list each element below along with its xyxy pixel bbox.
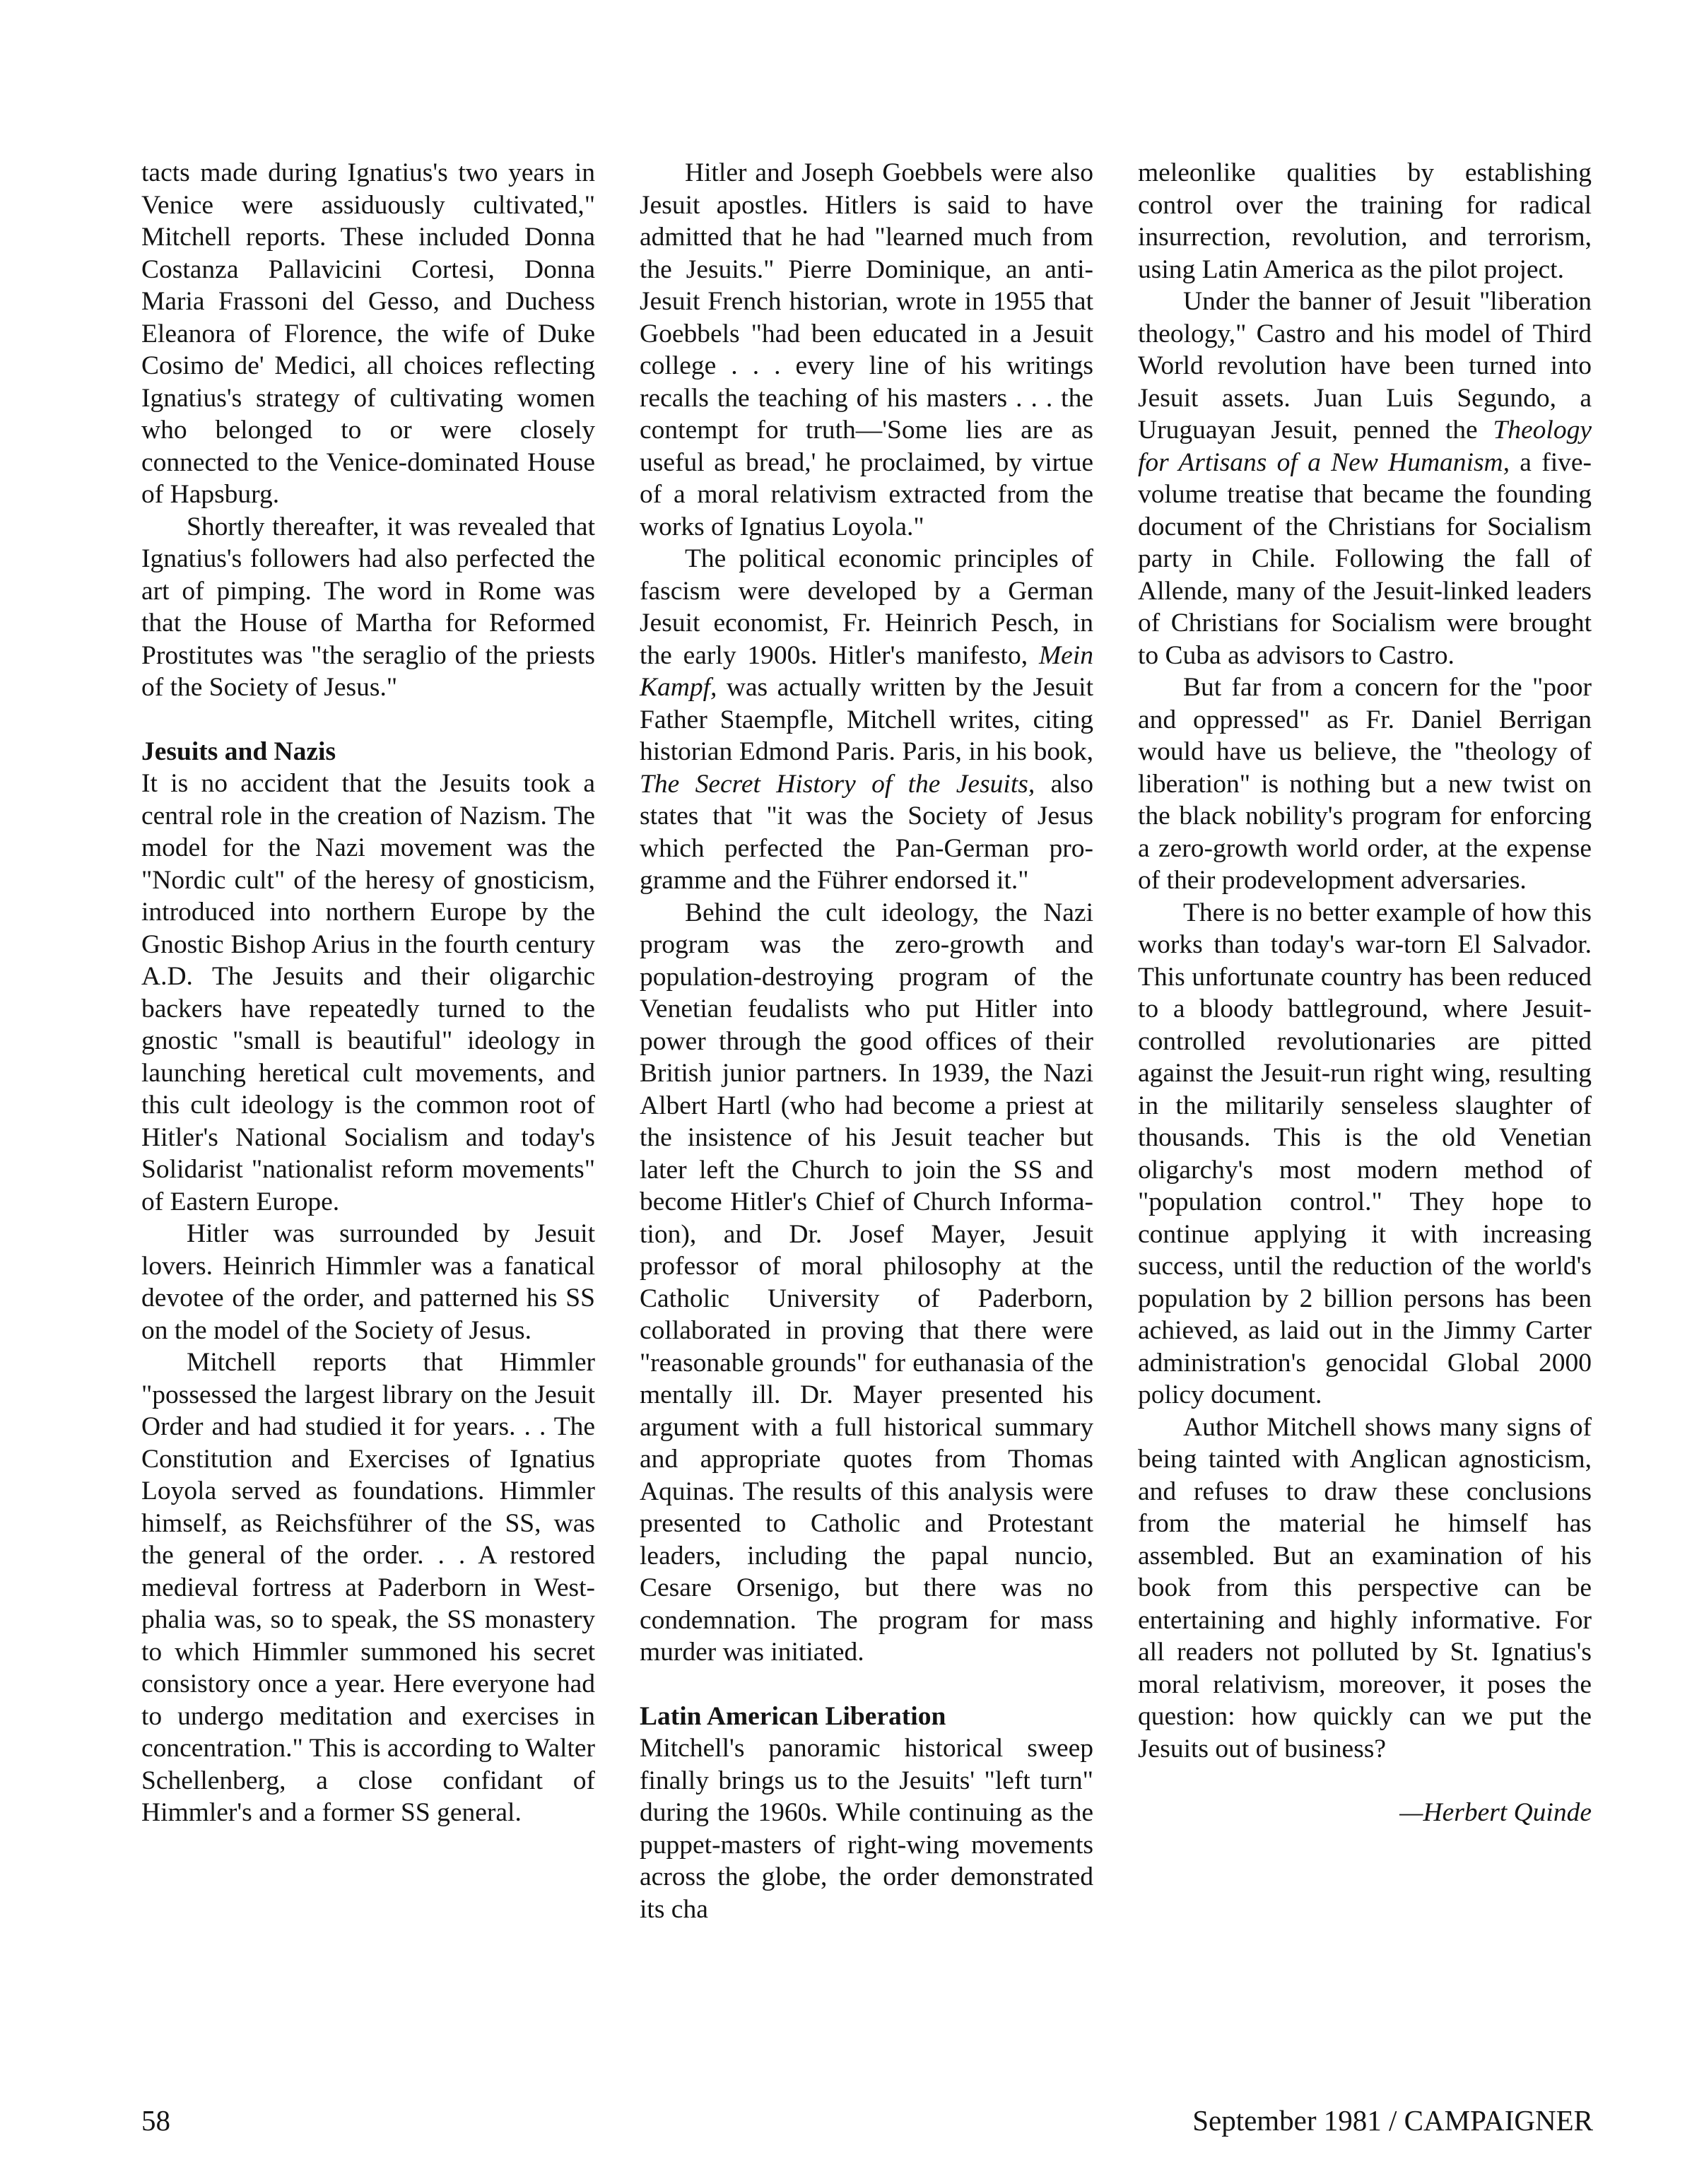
paragraph: It is no accident that the Jesuits took a central role in the creation of Nazism. The model for the Nazi movement was the "Nordic cult" of the heresy of gnosticism, introduced into northern Europe by the Gnostic Bishop Arius in the fourth century A.D. The Jesuits and their oligarchic backers have repeatedly turned to the gnostic "small is beautiful" ideology in launching heretical cult movements, and this cult ideology is the common root of Hitler's National Socialism and today's Solidarist "nationalist reform movements" of Eastern Europe. (141, 769, 595, 1216)
text-run: also states that "it was the Society of Jesus which perfected the Pan-German programme and the Führer endorsed it." (640, 769, 1093, 895)
paragraph: tacts made during Ignatius's two years in Venice were assiduously cultivated," Mitchell reports. These included Donna Costanza Pallavicini Cortesi, Donna Maria Frassoni del Gesso, and Duchess Eleanora of Florence, the wife of Duke Cosimo de' Medici, all choices reflecting Ignatius's strategy of cultivating women who belonged to or were closely connected to the Venice-dominated House of Hapsburg. (141, 158, 595, 509)
section-spacer (141, 704, 595, 736)
issue-footer: September 1981 / CAMPAIGNER (1192, 2104, 1593, 2137)
paragraph: meleonlike qualities by establishing control over the training for radical insurrection, revolution, and terrorism, using Latin America as the pilot project. (1138, 158, 1592, 284)
paragraph: But far from a concern for the "poor and oppressed" as Fr. Daniel Berrigan would have us believe, the "theology of liberation" is nothing but a new twist on the black nobility's program for enforcing a zero-growth world order, at the expense of their prodevelopment adversaries. (1138, 673, 1592, 895)
column-3 (1138, 157, 1592, 1829)
book-title: Theology for Artisans of a New Humanism, (1138, 416, 1592, 477)
paragraph: Hitler and Joseph Goebbels were also Jesuit apostles. Hitlers is said to have admitted that he had "learned much from the Jesuits." Pierre Dominique, an anti-Jesuit French historian, wrote in 1955 that Goebbels "had been educated in a Jesuit college . . . every line of his writings recalls the teaching of his masters . . . the contempt for truth—'Some lies are as useful as bread,' he proclaimed, by virtue of a moral relativism extracted from the works of Ignatius Loyola." (640, 158, 1093, 541)
book-title: Mein Kampf, (640, 640, 1093, 702)
section-heading: Latin American Liberation (640, 1701, 946, 1731)
text-run: was actually written by the Jesuit Father Staempfle, Mitchell writes, citing historian Edmond Paris. Paris, in his book, (640, 673, 1093, 766)
section-spacer (640, 1669, 1093, 1701)
book-title: The Secret History of the Jesuits, (640, 769, 1035, 799)
paragraph: Mitchell's panoramic historical sweep finally brings us to the Jesuits' "left turn" during the 1960s. While continuing as the puppet-masters of right-wing movements across the globe, the order demonstrated its cha (640, 1734, 1093, 1924)
paragraph (1138, 286, 1592, 671)
text-run: a five-volume treatise that became the founding document of the Christians for Socialism party in Chile. Following the fall of Allende, many of the Jesuit-linked leaders of Christians for Socialism were brought to Cuba as advisors to Castro. (1138, 447, 1592, 670)
text-run: Under the banner of Jesuit "liberation theology," Castro and his model of Third World revolution have been turned into Jesuit assets. Juan Luis Segundo, a Uruguayan Jesuit, penned the (1138, 287, 1592, 445)
text-run: The political economic principles of fascism were developed by a German Jesuit economist, Fr. Heinrich Pesch, in the early 1900s. Hitler's manifesto, (640, 544, 1093, 670)
section-heading: Jesuits and Nazis (141, 736, 336, 766)
author-signature: —Herbert Quinde (1399, 1798, 1592, 1827)
paragraph: Shortly thereafter, it was revealed that Ignatius's followers had also perfected the art of pimping. The word in Rome was that the House of Martha for Reformed Prostitutes was "the seraglio of the priests of the Society of Jesus." (141, 512, 595, 702)
paragraph: There is no better example of how this works than today's war-torn El Salvador. This unfortunate country has been reduced to a bloody battleground, where Jesuit-controlled revolutionaries are pitted against the Jesuit-run right wing, resulting in the militarily senseless slaughter of thousands. This is the old Venetian oligarchy's most modern method of "population control." They hope to continue applying it with increasing success, until the reduction of the world's population by 2 billion persons has been achieved, as laid out in the Jimmy Carter administration's genocidal Global 2000 policy document. (1138, 898, 1592, 1409)
column-1 (141, 157, 595, 1829)
paragraph (640, 543, 1093, 897)
column-2 (640, 157, 1093, 1925)
paragraph: Behind the cult ideology, the Nazi program was the zero-growth and population-destroying program of the Venetian feudalists who put Hitler into power through the good offices of their British junior partners. In 1939, the Nazi Albert Hartl (who had become a priest at the insistence of his Jesuit teacher but later left the Church to join the SS and become Hitler's Chief of Church Information), and Dr. Josef Mayer, Jesuit professor of moral philosophy at the Catholic University of Paderborn, collaborated in proving that there were "reasonable grounds" for euthanasia of the mentally ill. Dr. Mayer presented his argument with a full historical summary and appropriate quotes from Thomas Aquinas. The results of this analysis were presented to Catholic and Protestant leaders, including the papal nuncio, Cesare Orsenigo, but there was no condemnation. The program for mass murder was initiated. (640, 898, 1093, 1667)
paragraph: Hitler was surrounded by Jesuit lovers. Heinrich Himmler was a fanatical devotee of the order, and patterned his SS on the model of the Society of Jesus. (141, 1219, 595, 1345)
paragraph: Mitchell reports that Himmler "possessed the largest library on the Jesuit Order and had studied it for years. . . The Constitution and Exercises of Ignatius Loyola served as foundations. Himmler himself, as Reichsführer of the SS, was the general of the order. . . A restored medieval fortress at Paderborn in Westphalia was, so to speak, the SS monastery to which Himmler summoned his secret consistory once a year. Here everyone had to undergo meditation and exercises in concentration." This is according to Walter Schellenberg, a close confidant of Himmler's and a former SS general. (141, 1348, 595, 1827)
paragraph: Author Mitchell shows many signs of being tainted with Anglican agnosticism, and refuses to draw these conclusions from the material he himself has assembled. But an examination of his book from this perspective can be entertaining and highly informative. For all readers not polluted by St. Ignatius's moral relativism, moreover, it poses the question: how quickly can we put the Jesuits out of business? (1138, 1412, 1592, 1763)
page-number: 58 (141, 2104, 170, 2137)
